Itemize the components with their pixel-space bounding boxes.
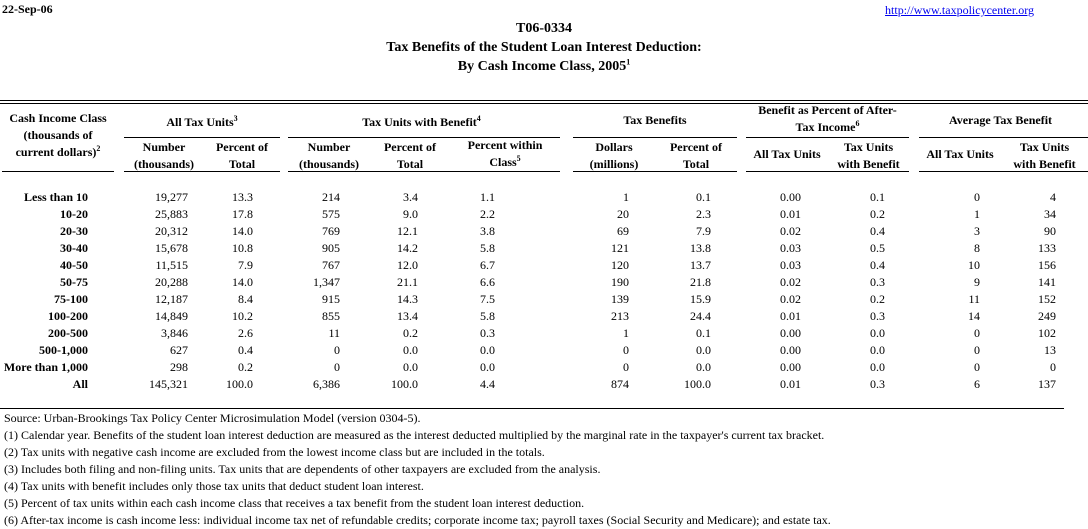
cell-benefit-number: 855: [322, 309, 340, 323]
cell-within-class: 0.0: [480, 360, 495, 374]
header-with-benefit: Tax Units with Benefit$^4$: [362, 114, 481, 129]
footnote: (1) Calendar year. Benefits of the student loan interest deduction are measured as the interest deducted multiplied by the marginal rate in the taxpayer's current tax bracket.: [4, 428, 825, 442]
cell-bp-with: 0.1: [870, 190, 885, 204]
cell-bp-all: 0.03: [780, 258, 801, 272]
cell-benefit-percent: 12.0: [397, 258, 418, 272]
cell-all-number: 20,288: [155, 275, 188, 289]
income-class-label: Less than 10: [23, 190, 88, 204]
income-class-label: 200-500: [48, 326, 88, 340]
cell-all-number: 627: [170, 343, 188, 357]
cell-within-class: 3.8: [480, 224, 495, 238]
cell-bp-all: 0.00: [780, 360, 801, 374]
cell-all-percent: 14.0: [232, 224, 253, 238]
cell-avg-with: 0: [1050, 360, 1056, 374]
cell-bp-with: 0.2: [870, 207, 885, 221]
cell-dollars: 213: [611, 309, 629, 323]
income-class-label: 500-1,000: [39, 343, 88, 357]
cell-bp-with: 0.3: [870, 377, 885, 391]
cell-benefit-percent: 14.2: [397, 241, 418, 255]
income-class-label: 10-20: [60, 207, 88, 221]
cell-avg-all: 10: [968, 258, 980, 272]
cell-bp-with: 0.0: [870, 326, 885, 340]
report-title: [0, 19, 1088, 76]
rule: [573, 171, 737, 172]
cell-benefit-percent: 0.0: [403, 360, 418, 374]
cell-within-class: 1.1: [480, 190, 495, 204]
title-line1: Tax Benefits of the Student Loan Interest Deduction:: [386, 40, 702, 55]
source-note: Source: Urban-Brookings Tax Policy Center Microsimulation Model (version 0304-5).: [4, 411, 421, 425]
cell-all-number: 12,187: [155, 292, 188, 306]
cell-all-percent: 17.8: [232, 207, 253, 221]
income-class-label: 20-30: [60, 224, 88, 238]
cell-avg-with: 4: [1050, 190, 1056, 204]
cell-bp-all: 0.01: [780, 377, 801, 391]
cell-dollars: 0: [623, 360, 629, 374]
cell-avg-all: 6: [974, 377, 980, 391]
cell-dollars: 1: [623, 326, 629, 340]
cell-bp-all: 0.00: [780, 190, 801, 204]
cell-within-class: 6.7: [480, 258, 495, 272]
cell-tb-percent: 24.4: [690, 309, 711, 323]
header-benefit-within-class: Percent within Class$^5$: [467, 138, 543, 169]
cell-avg-with: 137: [1038, 377, 1056, 391]
cell-avg-all: 3: [974, 224, 980, 238]
cell-avg-all: 11: [968, 292, 980, 306]
cell-tb-percent: 2.3: [696, 207, 711, 221]
cell-within-class: 2.2: [480, 207, 495, 221]
footnote: (2) Tax units with negative cash income are excluded from the lowest income class but are included in the totals.: [4, 445, 545, 459]
cell-dollars: 20: [617, 207, 629, 221]
top-double-rule: [0, 100, 1088, 101]
cell-all-percent: 100.0: [226, 377, 253, 391]
income-class-label: All: [72, 377, 88, 391]
cell-within-class: 0.0: [480, 343, 495, 357]
cell-benefit-number: 905: [322, 241, 340, 255]
cell-avg-with: 34: [1044, 207, 1056, 221]
rule: [2, 171, 114, 172]
cell-avg-with: 90: [1044, 224, 1056, 238]
footnote: (5) Percent of tax units within each cash income class that receives a tax benefit from the student loan interest deduction.: [4, 496, 585, 510]
cell-dollars: 190: [611, 275, 629, 289]
cell-benefit-percent: 9.0: [403, 207, 418, 221]
cell-bp-with: 0.0: [870, 343, 885, 357]
header-benefit-number: Number (thousands): [298, 140, 360, 171]
cell-tb-percent: 21.8: [690, 275, 711, 289]
rule: [746, 171, 909, 172]
cell-all-number: 298: [170, 360, 188, 374]
header-cash-income-class: Cash Income Class (thousands of current dollars)$^2$: [9, 111, 107, 159]
cell-all-percent: 0.2: [238, 360, 253, 374]
cell-within-class: 5.8: [480, 309, 495, 323]
cell-benefit-number: 0: [334, 360, 340, 374]
cell-bp-all: 0.02: [780, 275, 801, 289]
cell-dollars: 120: [611, 258, 629, 272]
cell-all-number: 11,515: [155, 258, 188, 272]
top-double-rule-2: [0, 103, 1088, 104]
income-class-label: 75-100: [54, 292, 88, 306]
cell-avg-with: 249: [1038, 309, 1056, 323]
cell-within-class: 0.3: [480, 326, 495, 340]
cell-bp-with: 0.3: [870, 275, 885, 289]
header-benefit-percent: Percent of Total: [383, 140, 437, 171]
cell-avg-all: 0: [974, 326, 980, 340]
cell-all-percent: 0.4: [238, 343, 253, 357]
cell-tb-percent: 0.1: [696, 326, 711, 340]
footer-rule: [0, 408, 1064, 409]
cell-dollars: 121: [611, 241, 629, 255]
cell-within-class: 4.4: [480, 377, 495, 391]
cell-benefit-percent: 21.1: [397, 275, 418, 289]
income-class-label: 100-200: [48, 309, 88, 323]
cell-bp-all: 0.01: [780, 207, 801, 221]
cell-avg-all: 0: [974, 343, 980, 357]
cell-all-percent: 13.3: [232, 190, 253, 204]
cell-all-number: 14,849: [155, 309, 188, 323]
cell-benefit-number: 575: [322, 207, 340, 221]
cell-bp-all: 0.01: [780, 309, 801, 323]
cell-bp-with: 0.3: [870, 309, 885, 323]
cell-benefit-percent: 0.0: [403, 343, 418, 357]
cell-all-percent: 8.4: [238, 292, 253, 306]
cell-all-number: 145,321: [149, 377, 188, 391]
cell-bp-all: 0.00: [780, 343, 801, 357]
cell-dollars: 139: [611, 292, 629, 306]
tpc-link[interactable]: http://www.taxpolicycenter.org: [885, 3, 1034, 17]
cell-benefit-number: 915: [322, 292, 340, 306]
cell-benefit-number: 767: [322, 258, 340, 272]
cell-benefit-percent: 13.4: [397, 309, 418, 323]
table-code: T06-0334: [516, 21, 572, 36]
cell-all-number: 19,277: [155, 190, 188, 204]
cell-tb-percent: 100.0: [684, 377, 711, 391]
cell-all-percent: 10.2: [232, 309, 253, 323]
cell-avg-all: 0: [974, 360, 980, 374]
cell-benefit-number: 0: [334, 343, 340, 357]
header-average-benefit: Average Tax Benefit: [948, 113, 1053, 127]
cell-bp-with: 0.2: [870, 292, 885, 306]
report-date: 22-Sep-06: [2, 2, 53, 16]
income-class-label: 50-75: [60, 275, 88, 289]
cell-benefit-number: 769: [322, 224, 340, 238]
cell-avg-with: 141: [1038, 275, 1056, 289]
cell-benefit-percent: 12.1: [397, 224, 418, 238]
footnote: (3) Includes both filing and non-filing units. Tax units that are dependents of other taxpayers are excluded from the analysis.: [4, 462, 601, 476]
cell-all-percent: 7.9: [238, 258, 253, 272]
cell-avg-with: 102: [1038, 326, 1056, 340]
cell-all-percent: 14.0: [232, 275, 253, 289]
footnote: (4) Tax units with benefit includes only those tax units that deduct student loan interest.: [4, 479, 424, 493]
header-avg-with: Tax Units with Benefit: [1013, 140, 1076, 171]
header-dollars: Dollars (millions): [589, 140, 639, 171]
cell-bp-with: 0.5: [870, 241, 885, 255]
cell-tb-percent: 13.7: [690, 258, 711, 272]
cell-bp-with: 0.4: [870, 258, 885, 272]
cell-avg-with: 156: [1038, 258, 1056, 272]
cell-avg-all: 14: [968, 309, 980, 323]
cell-within-class: 7.5: [480, 292, 495, 306]
cell-avg-with: 13: [1044, 343, 1056, 357]
header-all-tax-units: All Tax Units$^3$: [166, 114, 238, 129]
header-all-number: Number (thousands): [133, 140, 195, 171]
header-bp-all: All Tax Units: [753, 147, 821, 161]
rule: [746, 137, 909, 138]
cell-dollars: 874: [611, 377, 629, 391]
cell-avg-all: 1: [974, 207, 980, 221]
cell-all-number: 25,883: [155, 207, 188, 221]
cell-avg-with: 152: [1038, 292, 1056, 306]
rule: [919, 137, 1088, 138]
cell-avg-all: 9: [974, 275, 980, 289]
cell-dollars: 1: [623, 190, 629, 204]
title-line2: By Cash Income Class, 2005$^1$: [457, 57, 631, 74]
cell-benefit-number: 11: [328, 326, 340, 340]
cell-within-class: 6.6: [480, 275, 495, 289]
rule: [288, 171, 560, 172]
header-all-percent: Percent of Total: [215, 140, 269, 171]
cell-all-percent: 2.6: [238, 326, 253, 340]
rule: [124, 137, 280, 138]
header-avg-all: All Tax Units: [926, 147, 994, 161]
cell-all-number: 3,846: [161, 326, 188, 340]
cell-avg-with: 133: [1038, 241, 1056, 255]
header-benefit-pct-income: Benefit as Percent of After- Tax Income$^6$: [758, 103, 897, 134]
cell-tb-percent: 15.9: [690, 292, 711, 306]
cell-benefit-percent: 14.3: [397, 292, 418, 306]
cell-bp-all: 0.00: [780, 326, 801, 340]
footnote: (6) After-tax income is cash income less: individual income tax net of refundable credits; corporate income tax; payroll taxes (Social Security and Medicare); and estate tax.: [4, 513, 831, 527]
cell-within-class: 5.8: [480, 241, 495, 255]
cell-bp-with: 0.0: [870, 360, 885, 374]
cell-tb-percent: 13.8: [690, 241, 711, 255]
cell-tb-percent: 0.0: [696, 360, 711, 374]
cell-all-number: 20,312: [155, 224, 188, 238]
cell-dollars: 69: [617, 224, 629, 238]
cell-tb-percent: 7.9: [696, 224, 711, 238]
cell-bp-all: 0.03: [780, 241, 801, 255]
income-class-label: 30-40: [60, 241, 88, 255]
cell-bp-all: 0.02: [780, 224, 801, 238]
cell-bp-with: 0.4: [870, 224, 885, 238]
cell-avg-all: 0: [974, 190, 980, 204]
cell-benefit-percent: 0.2: [403, 326, 418, 340]
cell-benefit-percent: 100.0: [391, 377, 418, 391]
cell-tb-percent: 0.0: [696, 343, 711, 357]
header-tb-percent: Percent of Total: [669, 140, 723, 171]
cell-benefit-number: 1,347: [313, 275, 340, 289]
cell-avg-all: 8: [974, 241, 980, 255]
rule: [573, 137, 737, 138]
income-class-label: 40-50: [60, 258, 88, 272]
header-bp-with: Tax Units with Benefit: [837, 140, 900, 171]
cell-all-percent: 10.8: [232, 241, 253, 255]
cell-dollars: 0: [623, 343, 629, 357]
cell-benefit-number: 6,386: [313, 377, 340, 391]
income-class-label: More than 1,000: [3, 360, 88, 374]
rule: [919, 171, 1088, 172]
cell-all-number: 15,678: [155, 241, 188, 255]
cell-benefit-number: 214: [322, 190, 340, 204]
cell-tb-percent: 0.1: [696, 190, 711, 204]
cell-benefit-percent: 3.4: [403, 190, 418, 204]
header-tax-benefits: Tax Benefits: [623, 113, 687, 127]
rule: [124, 171, 280, 172]
cell-bp-all: 0.02: [780, 292, 801, 306]
